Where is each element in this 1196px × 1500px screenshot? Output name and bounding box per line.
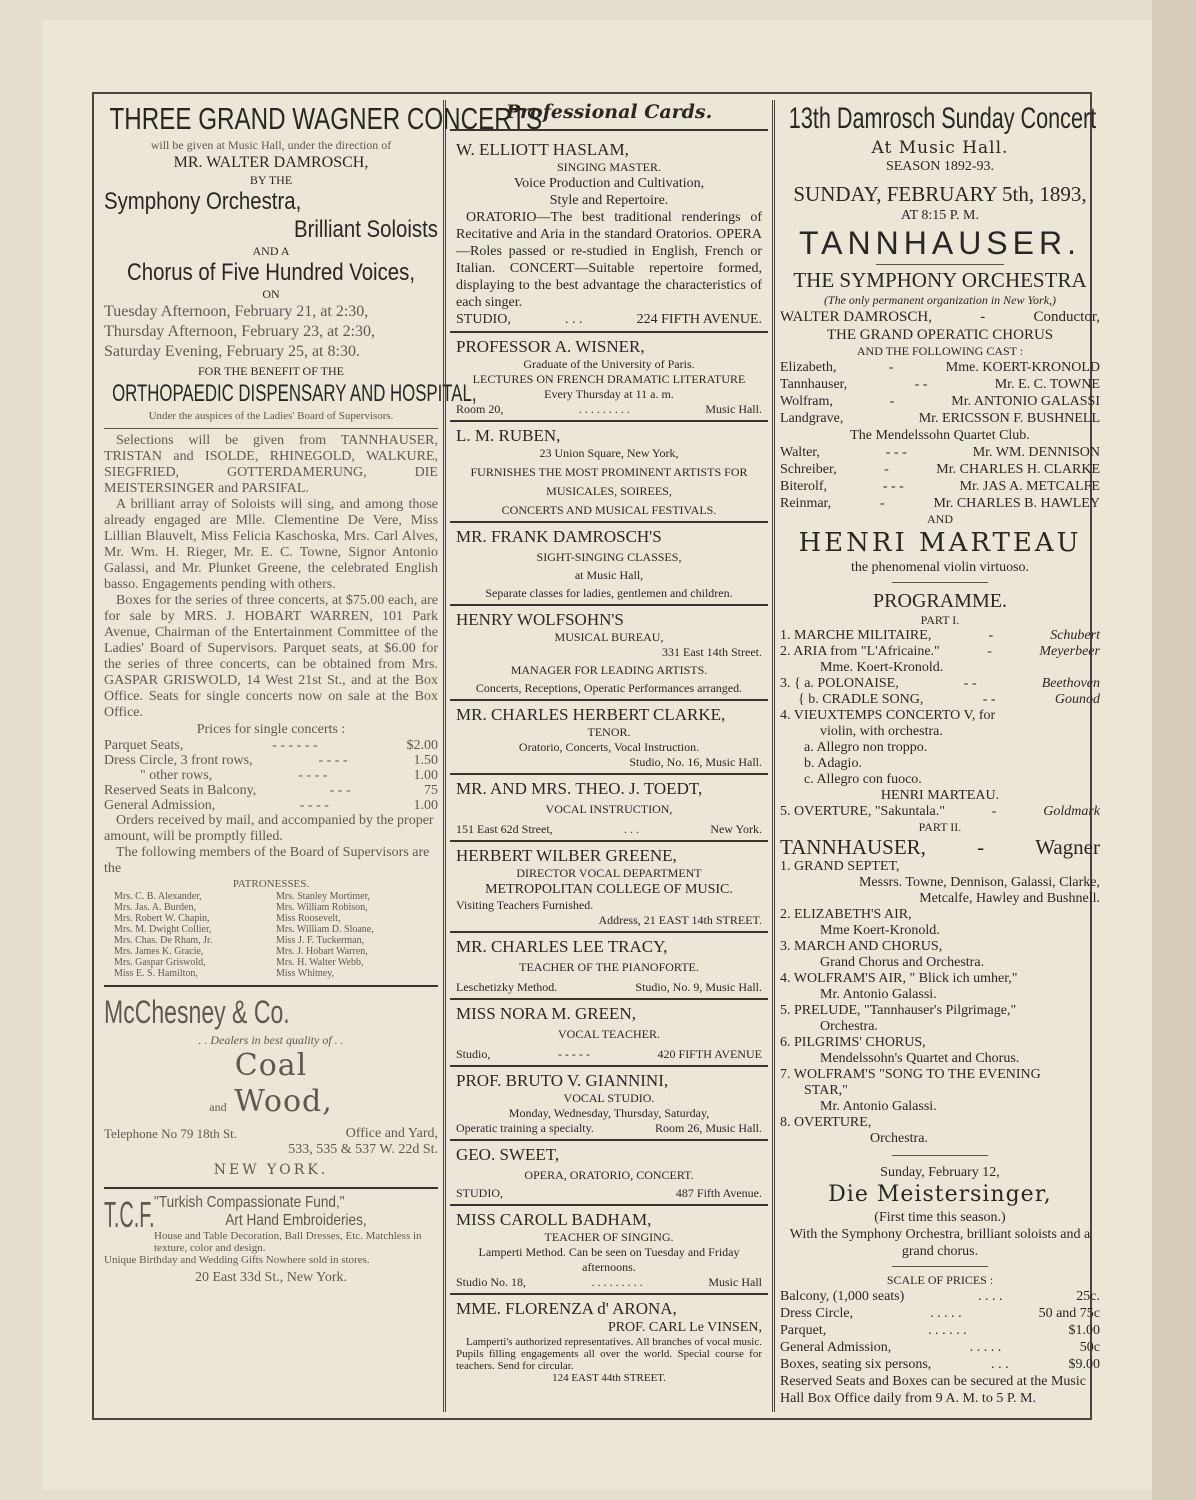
patroness: Mrs. Jas. A. Burden,	[114, 902, 196, 913]
mcchesney-city: NEW YORK.	[213, 1162, 329, 1178]
scale-heading: SCALE OF PRICES :	[886, 1273, 994, 1287]
orders-paragraph: Orders received by mail, and accompanied by the proper amount, will be promptly filled.	[104, 813, 434, 844]
card-paragraph: ORATORIO—The best traditional renderings of Recitative and Aria in the standard Oratorios. OPERA—Roles passed or re-studied in English, French or Italian. CONCERT—Suitable repertoire formed, displaying to the best advantage the characteristics of each singer.	[456, 210, 762, 310]
patronesses-list	[104, 891, 438, 979]
patroness: Mrs. J. Hobart Warren,	[276, 946, 368, 957]
and-label: and	[209, 1100, 227, 1114]
programme-movement: b. Adagio.	[804, 756, 862, 771]
card-address: Music Hall.	[705, 402, 762, 416]
professional-cards-heading: Professional Cards.	[505, 101, 713, 123]
office-label: Office and Yard,	[345, 1126, 438, 1141]
binding-spine	[1152, 0, 1196, 1500]
board-paragraph: The following members of the Board of Supervisors are the	[104, 845, 430, 876]
column-divider	[772, 100, 775, 1412]
prices-list	[104, 738, 438, 813]
programme-performers: Orchestra.	[820, 1019, 878, 1034]
card-name: L. M. RUBEN,	[456, 426, 561, 445]
price-row: " other rows, - - - - 1.00	[140, 768, 438, 783]
cast-heading: AND THE FOLLOWING CAST :	[856, 344, 1024, 358]
programme-performers: Orchestra.	[870, 1131, 928, 1146]
chorus-name: THE GRAND OPERATIC CHORUS	[826, 327, 1054, 343]
card-nora-green	[450, 1000, 768, 1067]
card-studio: STUDIO,	[456, 1186, 503, 1200]
card-name: PROF. BRUTO V. GIANNINI,	[456, 1071, 669, 1090]
director-name: MR. WALTER DAMROSCH,	[173, 154, 369, 171]
cast-row: Elizabeth, - Mme. KOERT-KRONOLD	[780, 360, 1100, 375]
patroness: Miss J. F. Tuckerman,	[276, 935, 365, 946]
programme-item: 8. OVERTURE,	[780, 1115, 872, 1130]
dash: -	[980, 309, 986, 325]
sunday-concert-title: 13th Damrosch Sunday Concert	[788, 102, 1097, 135]
intro-line: will be given at Music Hall, under the direction of	[150, 138, 392, 152]
marteau-subtitle: the phenomenal violin virtuoso.	[850, 560, 1030, 575]
scale-row: Balcony, (1,000 seats) . . . . 25c.	[780, 1289, 1100, 1304]
programme-item: 3. { a. POLONAISE, - - Beethoven	[780, 676, 1100, 691]
card-line: 23 Union Square, New York,	[539, 446, 679, 460]
programme-performers: Mr. Antonio Galassi.	[820, 987, 937, 1002]
card-sweet	[450, 1141, 768, 1206]
programme-item: 4. VIEUXTEMPS CONCERTO V, for	[780, 708, 996, 723]
programme-detail: violin, with orchestra.	[820, 724, 943, 739]
card-haslam	[450, 136, 768, 333]
next-concert-detail: With the Symphony Orchestra, brilliant soloists and a grand chorus.	[789, 1227, 1091, 1259]
patroness: Mrs. William D. Sloane,	[276, 924, 374, 935]
tcf-description: House and Table Decoration, Ball Dresses, Etc. Matchless in texture, color and design.	[154, 1230, 422, 1254]
price-row: Parquet Seats, - - - - - - $2.00	[104, 738, 438, 753]
card-address: Music Hall	[708, 1275, 762, 1289]
card-address: Studio, No. 9, Music Hall.	[635, 980, 762, 994]
programme-part-one	[780, 628, 1100, 820]
card-line: TEACHER OF SINGING.	[544, 1230, 674, 1244]
wood-label: Wood,	[234, 1084, 333, 1119]
patronesses-heading: PATRONESSES.	[232, 878, 310, 890]
scale-row: General Admission, . . . . . 50c	[780, 1340, 1100, 1355]
card-line: MUSICAL BUREAU,	[554, 630, 664, 644]
scale-row: Dress Circle, . . . . . 50 and 75c	[780, 1306, 1100, 1321]
hospital-name: ORTHOPAEDIC DISPENSARY AND HOSPITAL,	[112, 380, 477, 407]
part-two-heading: PART II.	[918, 820, 962, 834]
professional-cards-column	[450, 100, 768, 1412]
card-name: HENRY WOLFSOHN'S	[456, 610, 624, 629]
wagner-concerts-title: THREE GRAND WAGNER CONCERTS	[109, 101, 543, 136]
card-line: VOCAL TEACHER.	[558, 1027, 660, 1041]
card-line: at Music Hall,	[574, 568, 644, 582]
card-name: MR. CHARLES LEE TRACY,	[456, 937, 668, 956]
sunday-concert-column	[780, 100, 1100, 1412]
next-concert-opera: Die Meistersinger,	[828, 1182, 1052, 1207]
card-line: SIGHT-SINGING CLASSES,	[536, 550, 682, 564]
dash: -	[977, 835, 985, 859]
card-line: Graduate of the University of Paris.	[523, 357, 695, 371]
programme-item: 3. MARCH AND CHORUS,	[780, 939, 943, 954]
and-a: AND A	[252, 244, 290, 258]
card-ruben	[450, 422, 768, 523]
card-address: 124 EAST 44th STREET.	[552, 1372, 666, 1384]
programme-item: 5. PRELUDE, "Tannhauser's Pilgrimage,"	[780, 1003, 1017, 1018]
on-label: ON	[262, 287, 280, 301]
marteau-name: HENRI MARTEAU	[798, 528, 1082, 558]
quartet-club: The Mendelssohn Quartet Club.	[850, 428, 1030, 443]
concert-date-3: Saturday Evening, February 25, at 8:30.	[104, 343, 360, 360]
concert-date: SUNDAY, FEBRUARY 5th, 1893,	[793, 182, 1087, 206]
programme-item: 5. OVERTURE, "Sakuntala." - Goldmark	[780, 804, 1100, 819]
card-name: MISS CAROLL BADHAM,	[456, 1210, 652, 1229]
card-line: VOCAL INSTRUCTION,	[545, 802, 673, 816]
chorus-line: Chorus of Five Hundred Voices,	[126, 259, 416, 286]
coal-label: Coal	[234, 1048, 308, 1083]
card-line: Oratorio, Concerts, Vocal Instruction.	[518, 740, 700, 754]
symphony-orchestra: Symphony Orchestra,	[104, 188, 302, 215]
card-address: Room 26, Music Hall.	[655, 1121, 762, 1135]
and-label: AND	[927, 512, 953, 526]
auspices-line: Under the auspices of the Ladies' Board of Supervisors.	[148, 410, 394, 422]
cast-list	[780, 359, 1100, 512]
card-address: 420 FIFTH AVENUE	[657, 1047, 762, 1061]
card-paragraph: Lamperti's authorized representatives. All branches of vocal music. Pupils filling engagements all over the world. Special course for teachers. Send for circular.	[456, 1336, 762, 1372]
programme-item: 7. WOLFRAM'S "SONG TO THE EVENING	[780, 1067, 1041, 1082]
card-address: 487 Fifth Avenue.	[675, 1186, 762, 1200]
patroness: Mrs. Stanley Mortimer,	[276, 891, 371, 902]
card-line: Lamperti Method. Can be seen on Tuesday and Friday afternoons.	[478, 1245, 740, 1274]
cast-row: Schreiber, - Mr. CHARLES H. CLARKE	[780, 462, 1100, 477]
tcf-logo: T.C.F.	[104, 1194, 155, 1235]
cast-row: Walter, - - - Mr. WM. DENNISON	[780, 445, 1100, 460]
card-address: 224 FIFTH AVENUE.	[636, 312, 762, 327]
mcchesney-tagline: . . Dealers in best quality of . .	[198, 1033, 344, 1047]
patroness: Mrs. James K. Gracie,	[114, 946, 204, 957]
card-note: Operatic training a specialty.	[456, 1121, 594, 1135]
card-giannini	[450, 1067, 768, 1141]
benefit-line: FOR THE BENEFIT OF THE	[197, 364, 344, 378]
programme-performers: Grand Chorus and Orchestra.	[820, 955, 985, 970]
programme-performers: Mr. Antonio Galassi.	[820, 1099, 937, 1114]
card-name: GEO. SWEET,	[456, 1145, 560, 1164]
scale-row: Boxes, seating six persons, . . . $9.00	[780, 1357, 1100, 1372]
soloists-paragraph: A brilliant array of Soloists will sing, and among those already engaged are Mlle. Clementine De Vere, Miss Lillian Blauvelt, Miss Felicia Kaschoska, Mrs. Carl Alves, Mr. Wm. H. Rieger, Mr. E. C. Towne, Signor Antonio Galassi, and Mr. Plunket Greene, the celebrated English basso. Engagements pending with others.	[104, 497, 438, 592]
next-concert-date: Sunday, February 12,	[880, 1165, 1000, 1180]
card-wisner	[450, 333, 768, 422]
orchestra-name: THE SYMPHONY ORCHESTRA	[793, 268, 1087, 292]
programme-performers: Messrs. Towne, Dennison, Galassi, Clarke, Metcalfe, Hawley and Bushnell.	[858, 875, 1100, 906]
card-name: MR. AND MRS. THEO. J. TOEDT,	[456, 779, 703, 798]
card-line: Voice Production and Cultivation,	[513, 176, 705, 191]
programme-movement: c. Allegro con fuoco.	[804, 772, 922, 787]
cast-row: Tannhauser, - - Mr. E. C. TOWNE	[780, 377, 1100, 392]
card-name: MR. CHARLES HERBERT CLARKE,	[456, 705, 726, 724]
orchestra-note: (The only permanent organization in New York,)	[823, 293, 1057, 307]
card-line: Separate classes for ladies, gentlemen and children.	[485, 586, 733, 600]
tcf-address: 20 East 33d St., New York.	[194, 1270, 348, 1285]
programme-item: 1. MARCHE MILITAIRE, - Schubert	[780, 628, 1100, 643]
card-dots: - - - - -	[557, 1047, 590, 1061]
card-line: SINGING MASTER.	[556, 160, 661, 174]
cast-row: Biterolf, - - - Mr. JAS A. METCALFE	[780, 479, 1100, 494]
mcchesney-name: McChesney & Co.	[104, 994, 290, 1030]
card-name: W. ELLIOTT HASLAM,	[456, 140, 629, 159]
cast-row: Wolfram, - Mr. ANTONIO GALASSI	[780, 394, 1100, 409]
boxes-paragraph: Boxes for the series of three concerts, at $75.00 each, are for sale by MRS. J. HOBART WARREN, 101 Park Avenue, Chairman of the Entertainment Committee of the Ladies' Board of Supervisors. Parquet seats, at $6.00 for the series of three concerts, can be obtained from Mrs. GASPAR GRISWOLD, 14 West 21st St., and at the Box Office. Seats for single concerts now on sale at the Box Office.	[104, 593, 438, 720]
patroness: Mrs. Gaspar Griswold,	[114, 957, 206, 968]
programme-detail: STAR,"	[804, 1083, 848, 1098]
programme-soloist: Mme. Koert-Kronold.	[820, 660, 944, 675]
programme-item: 2. ARIA from "L'Africaine." - Meyerbeer	[780, 644, 1100, 659]
card-tracy	[450, 933, 768, 1000]
card-frank-damrosch	[450, 523, 768, 606]
card-name: MME. FLORENZA d' ARONA,	[456, 1299, 677, 1318]
programme-item: 1. GRAND SEPTET,	[780, 859, 900, 874]
price-row: Dress Circle, 3 front rows, - - - - 1.50	[104, 753, 438, 768]
card-clarke	[450, 701, 768, 775]
tcf-product: Art Hand Embroideries,	[225, 1212, 367, 1229]
card-name: PROF. CARL Le VINSEN,	[607, 1320, 762, 1335]
card-method: Leschetizky Method.	[456, 980, 558, 994]
card-dots: . . .	[623, 822, 639, 836]
card-darona	[450, 1295, 768, 1387]
scale-row: Parquet, . . . . . . $1.00	[780, 1323, 1100, 1338]
card-wolfsohn	[450, 606, 768, 701]
tcf-name: "Turkish Compassionate Fund,"	[154, 1194, 345, 1211]
tcf-gifts: Unique Birthday and Wedding Gifts Nowhere sold in stores.	[104, 1254, 370, 1266]
card-name: MISS NORA M. GREEN,	[456, 1004, 636, 1023]
card-dots: . . . . . . . . .	[591, 1275, 643, 1289]
patroness: Miss Whitney,	[276, 968, 335, 979]
opera-title: TANNHAUSER.	[799, 225, 1081, 261]
card-toedt	[450, 775, 768, 842]
programme-item: { b. CRADLE SONG, - - Gounod	[798, 692, 1100, 707]
card-line: MUSICALES, SOIREES,	[546, 484, 672, 498]
tcf-ad	[104, 1194, 438, 1254]
card-line: Concerts, Receptions, Operatic Performances arranged.	[475, 681, 743, 695]
card-dots: . . . . . . . . .	[578, 402, 630, 416]
mcchesney-ad	[104, 992, 438, 1182]
card-line: Studio, No. 16, Music Hall.	[629, 755, 762, 769]
patroness: Miss E. S. Hamilton,	[114, 968, 198, 979]
mcchesney-telephone: Telephone No 79 18th St.	[104, 1126, 238, 1141]
card-line: CONCERTS AND MUSICAL FESTIVALS.	[501, 503, 717, 517]
card-line: 331 East 14th Street.	[662, 645, 762, 659]
card-line: DIRECTOR VOCAL DEPARTMENT	[516, 866, 702, 880]
season-line: SEASON 1892-93.	[885, 159, 995, 174]
part-two-composer: Wagner	[1035, 835, 1100, 859]
programme-performers: Mme Koert-Kronold.	[820, 923, 940, 938]
patroness: Mrs. H. Walter Webb,	[276, 957, 364, 968]
column-divider	[443, 100, 446, 1412]
part-one-heading: PART I.	[920, 613, 960, 627]
mcchesney-address: 533, 535 & 537 W. 22d St.	[288, 1142, 438, 1157]
card-dots: . . .	[564, 312, 583, 327]
card-line: Every Thursday at 11 a. m.	[544, 387, 674, 401]
card-line: Style and Repertoire.	[549, 193, 669, 208]
venue-line: At Music Hall.	[871, 138, 1009, 158]
price-row: General Admission, - - - - 1.00	[104, 798, 438, 813]
programme-performers: Mendelssohn's Quartet and Chorus.	[820, 1051, 1020, 1066]
conductor-name: WALTER DAMROSCH,	[780, 309, 932, 325]
card-line: Monday, Wednesday, Thursday, Saturday,	[508, 1106, 710, 1120]
card-line: FURNISHES THE MOST PROMINENT ARTISTS FOR	[470, 465, 748, 479]
card-studio: Studio,	[456, 1047, 491, 1061]
card-address: 151 East 62d Street,	[456, 822, 553, 836]
patroness: Mrs. C. B. Alexander,	[114, 891, 202, 902]
concert-date-2: Thursday Afternoon, February 23, at 2:30,	[104, 323, 376, 340]
card-line: TEACHER OF THE PIANOFORTE.	[519, 960, 699, 974]
programme-soloist: HENRI MARTEAU.	[880, 788, 1000, 803]
programme-item: 4. WOLFRAM'S AIR, " Blick ich umher,"	[780, 971, 1018, 986]
programme-item: 2. ELIZABETH'S AIR,	[780, 907, 912, 922]
programme-part-two	[780, 859, 1100, 1147]
card-line: Address, 21 EAST 14th STREET.	[598, 913, 762, 927]
patroness: Mrs. Chas. De Rham, Jr.	[114, 935, 213, 946]
card-name: HERBERT WILBER GREENE,	[456, 846, 677, 865]
cast-row: Landgrave, Mr. ERICSSON F. BUSHNELL	[780, 411, 1100, 426]
card-greene	[450, 842, 768, 933]
part-two-opera: TANNHAUSER,	[780, 835, 926, 859]
price-row: Reserved Seats in Balcony, - - - 75	[104, 783, 438, 798]
concert-date-1: Tuesday Afternoon, February 21, at 2:30,	[104, 303, 369, 320]
patroness: Mrs. Robert W. Chapin,	[114, 913, 210, 924]
box-office-note: Reserved Seats and Boxes can be secured at the Music Hall Box Office daily from 9 A. M. to 5 P. M.	[780, 1374, 1086, 1406]
programme-item: 6. PILGRIMS' CHORUS,	[780, 1035, 926, 1050]
programme-movement: a. Allegro non troppo.	[804, 740, 928, 755]
cast-row: Reinmar, - Mr. CHARLES B. HAWLEY	[780, 496, 1100, 511]
scale-of-prices	[780, 1288, 1100, 1373]
card-studio: Studio No. 18,	[456, 1275, 527, 1289]
conductor-label: Conductor,	[1033, 309, 1100, 325]
prices-heading: Prices for single concerts :	[196, 722, 346, 737]
patroness: Mrs. M. Dwight Collier,	[114, 924, 212, 935]
patroness: Mrs. William Robison,	[276, 902, 368, 913]
selections-paragraph: Selections will be given from TANNHAUSER, TRISTAN and ISOLDE, RHINEGOLD, WALKURE, SIEGFRIED, GOTTERDAMERUNG, DIE MEISTERSINGER and PARSIFAL.	[104, 433, 438, 496]
card-line: METROPOLITAN COLLEGE OF MUSIC.	[485, 882, 733, 897]
card-line: LECTURES ON FRENCH DRAMATIC LITERATURE	[472, 372, 746, 386]
card-name: PROFESSOR A. WISNER,	[456, 337, 645, 356]
patroness: Miss Roosevelt,	[276, 913, 341, 924]
by-the: BY THE	[249, 173, 293, 187]
concert-time: AT 8:15 P. M.	[901, 208, 979, 223]
card-studio: STUDIO,	[456, 312, 511, 327]
card-line: OPERA, ORATORIO, CONCERT.	[524, 1168, 694, 1182]
next-concert-note: (First time this season.)	[874, 1210, 1006, 1225]
card-room: Room 20,	[456, 402, 504, 416]
card-city: New York.	[710, 822, 762, 836]
programme-heading: PROGRAMME.	[873, 590, 1007, 612]
card-line: MANAGER FOR LEADING ARTISTS.	[510, 663, 708, 677]
card-name: MR. FRANK DAMROSCH'S	[456, 527, 662, 546]
card-line: Visiting Teachers Furnished.	[456, 898, 594, 912]
brilliant-soloists: Brilliant Soloists	[294, 216, 438, 243]
card-line: VOCAL STUDIO.	[563, 1091, 655, 1105]
card-badham	[450, 1206, 768, 1295]
card-line: TENOR.	[587, 725, 631, 739]
